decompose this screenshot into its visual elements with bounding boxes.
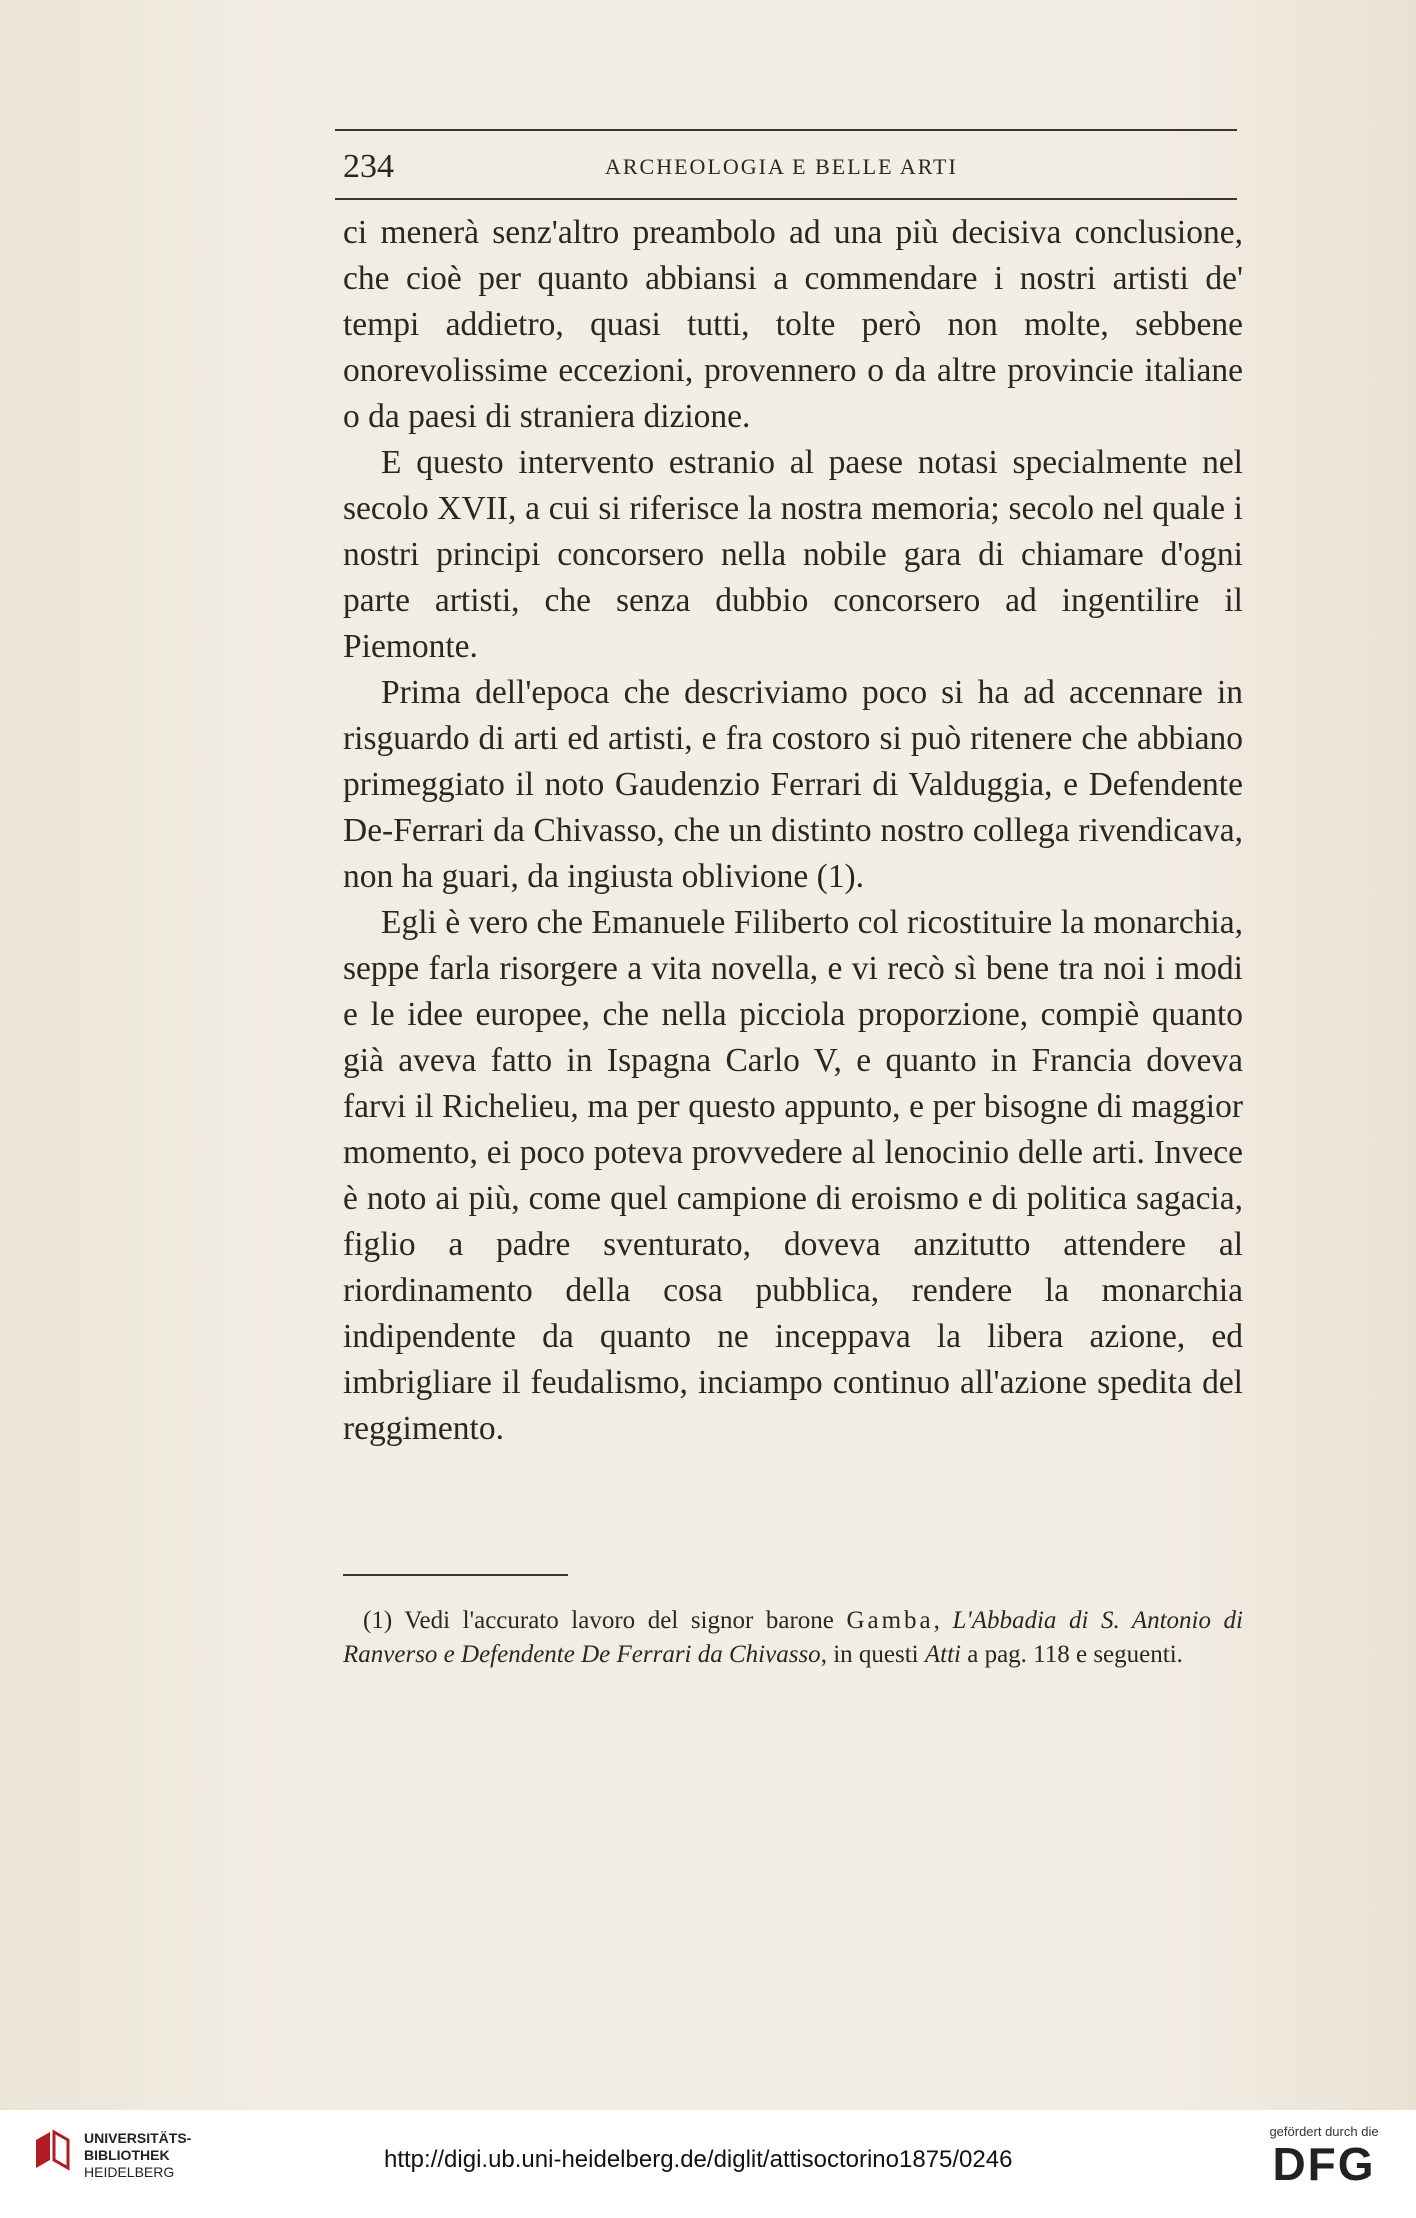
footnote-text-c: a pag. 118 e seguenti.: [967, 1641, 1183, 1668]
footnote-text-a: Vedi l'accurato lavoro del signor barone: [404, 1607, 834, 1634]
footnote: (1) Vedi l'accurato lavoro del signor barone Gamba, L'Abbadia di S. Antonio di Ranverso e Defendente De Ferrari da Chivasso, in questi Atti a pag. 118 e seguenti.: [343, 1607, 1244, 1668]
sponsor-text: gefördert durch die: [1269, 2124, 1379, 2139]
library-name-line1: UNIVERSITÄTS-: [84, 2130, 192, 2146]
footnote-author: Gamba: [846, 1607, 934, 1634]
paragraph-2: E questo intervento estranio al paese notasi specialmente nel secolo XVII, a cui si riferisce la nostra memoria; secolo nel quale i nostri principi concorsero nella nobile gara di chiamare d'ogni parte artisti, che senza dubbio concorsero ad ingentilire il Piemonte.: [343, 444, 1243, 665]
paragraph-3: Prima dell'epoca che descriviamo poco si ha ad accennare in risguardo di arti ed artisti, e fra costoro si può ritenere che abbiano primeggiato il noto Gaudenzio Ferrari di Valduggia, e Defendente De-Ferrari da Chivasso, che un distinto nostro collega rivendicava, non ha guari, da ingiusta oblivione (1).: [343, 674, 1243, 895]
library-name-line2: BIBLIOTHEK: [84, 2147, 170, 2163]
library-name: [84, 2130, 191, 2181]
header-rule: [335, 198, 1237, 200]
page-number: 234: [343, 148, 394, 185]
footnote-rule: [343, 1574, 568, 1576]
top-rule: [335, 129, 1237, 131]
library-name-line3: HEIDELBERG: [84, 2164, 175, 2180]
running-title: ARCHEOLOGIA E BELLE ARTI: [605, 154, 958, 179]
paragraph-4: Egli è vero che Emanuele Filiberto col ricostituire la monarchia, seppe farla risorgere a vita novella, e vi recò sì bene tra noi i modi e le idee europee, che nella picciola proporzione, compiè quanto già aveva fatto in Ispagna Carlo V, e quanto in Francia doveva farvi il Richelieu, ma per questo appunto, e per bisogne di maggior momento, ei poco poteva provvedere al lenocinio delle arti. Invece è noto ai più, come quel campione di eroismo e di politica sagacia, figlio a padre sventurato, doveva anzitutto attendere al riordinamento della cosa pubblica, rendere la monarchia indipendente da quanto ne inceppava la libera azione, ed imbrigliare il feudalismo, inciampo continuo all'azione spedita del reggimento.: [343, 904, 1243, 1447]
footnote-work-title: L'Abbadia di S. Antonio di Ranverso e Defendente De Ferrari da Chivasso: [343, 1607, 1244, 1668]
body-text: [343, 210, 1243, 1452]
dfg-logo: DFG: [1272, 2138, 1376, 2190]
footnote-text-b: , in questi: [820, 1641, 919, 1668]
permalink-url[interactable]: http://digi.ub.uni-heidelberg.de/diglit/attisoctorino1875/0246: [384, 2146, 1013, 2173]
sponsor-block: [1254, 2124, 1394, 2189]
viewer-footer: [0, 2110, 1416, 2218]
library-logo-icon: [28, 2126, 78, 2176]
footnote-atti: Atti: [924, 1641, 961, 1668]
paragraph-1: ci menerà senz'altro preambolo ad una più decisiva conclusione, che cioè per quanto abbiansi a commendare i nostri artisti de' tempi addietro, quasi tutti, tolte però non molte, sebbene onorevolissime eccezioni, provennero o da altre provincie italiane o da paesi di straniera dizione.: [343, 214, 1243, 435]
running-head: [335, 148, 1237, 188]
footnote-marker: (1): [363, 1607, 393, 1634]
